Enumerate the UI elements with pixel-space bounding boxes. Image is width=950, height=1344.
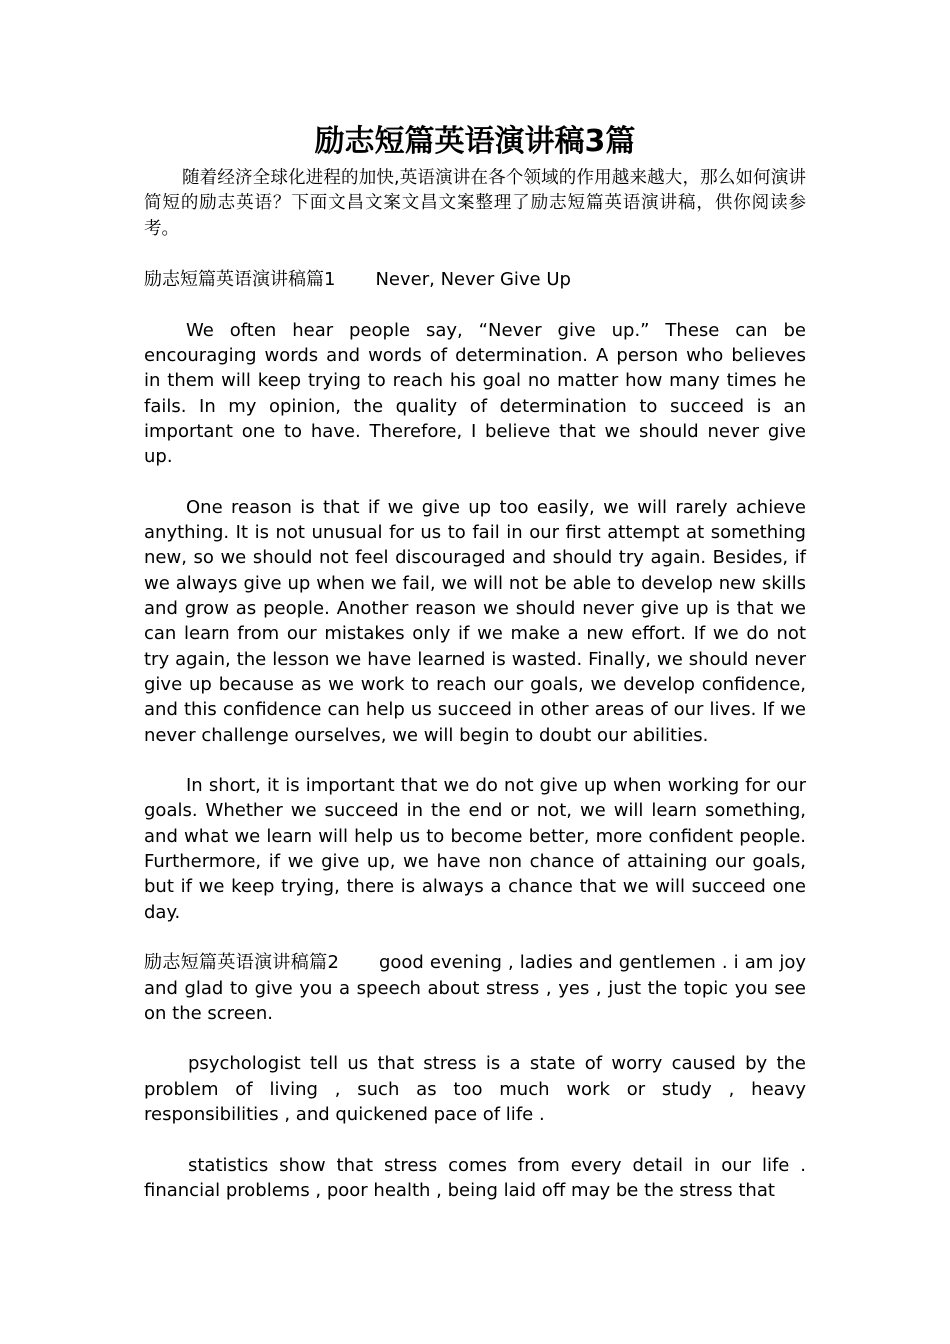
intro-paragraph: 随着经济全球化进程的加快,英语演讲在各个领域的作用越来越大，那么如何演讲简短的励志英语？下面文昌文案文昌文案整理了励志短篇英语演讲稿，供你阅读参考。 xyxy=(144,168,806,239)
speech1-paragraph-2: One reason is that if we give up too easily, we will rarely achieve anything. It is not unusual for us to fail in our first attempt at something new, so we should not feel discouraged and should try again. Besides, if we always give up when we fail, we will not be able to develop new skills and grow as people. Another reason we should never give up is that we can learn from our mistakes only if we make a new effort. If we do not try again, the lesson we have learned is wasted. Finally, we should never give up because as we work to reach our goals, we develop confidence, and this confidence can help us succeed in other areas of our lives. If we never challenge ourselves, we will begin to doubt our abilities. xyxy=(144,496,806,746)
speech2-first-text: good evening , ladies and gentlemen . i am joy and glad to give you a speech about stress , yes , just the topic you see on the screen. xyxy=(144,952,806,1024)
speech1-paragraph-3: In short, it is important that we do not give up when working for our goals. Whether we succeed in the end or not, we will learn something, and what we learn will help us to become better, more confident people. Furthermore, if we give up, we have non chance of attaining our goals, but if we keep trying, there is always a chance that we will succeed one day. xyxy=(144,775,806,923)
speech2-paragraph-2: statistics show that stress comes from every detail in our life . financial problems , poor health , being laid off may be the stress that xyxy=(144,1154,806,1201)
document-body xyxy=(144,166,806,1228)
speech1-heading: Never, Never Give Up xyxy=(375,269,571,291)
speech1-heading-line xyxy=(144,267,806,292)
document-title: 励志短篇英语演讲稿3篇 xyxy=(314,124,636,159)
speech2-heading-paragraph xyxy=(144,950,806,1026)
speech1-paragraph-1: We often hear people say, “Never give up.” These can be encouraging words and words of determination. A person who believes in them will keep trying to reach his goal no matter how many times he fails. In my opinion, the quality of determination to succeed is an important one to have. Therefore, I believe that we should never give up. xyxy=(144,319,806,468)
speech2-paragraph-1: psychologist tell us that stress is a state of worry caused by the problem of living , such as too much work or study , heavy responsibilities , and quickened pace of life . xyxy=(144,1053,806,1125)
speech2-label: 励志短篇英语演讲稿篇2 xyxy=(144,952,339,974)
speech1-label: 励志短篇英语演讲稿篇1 xyxy=(144,269,336,291)
